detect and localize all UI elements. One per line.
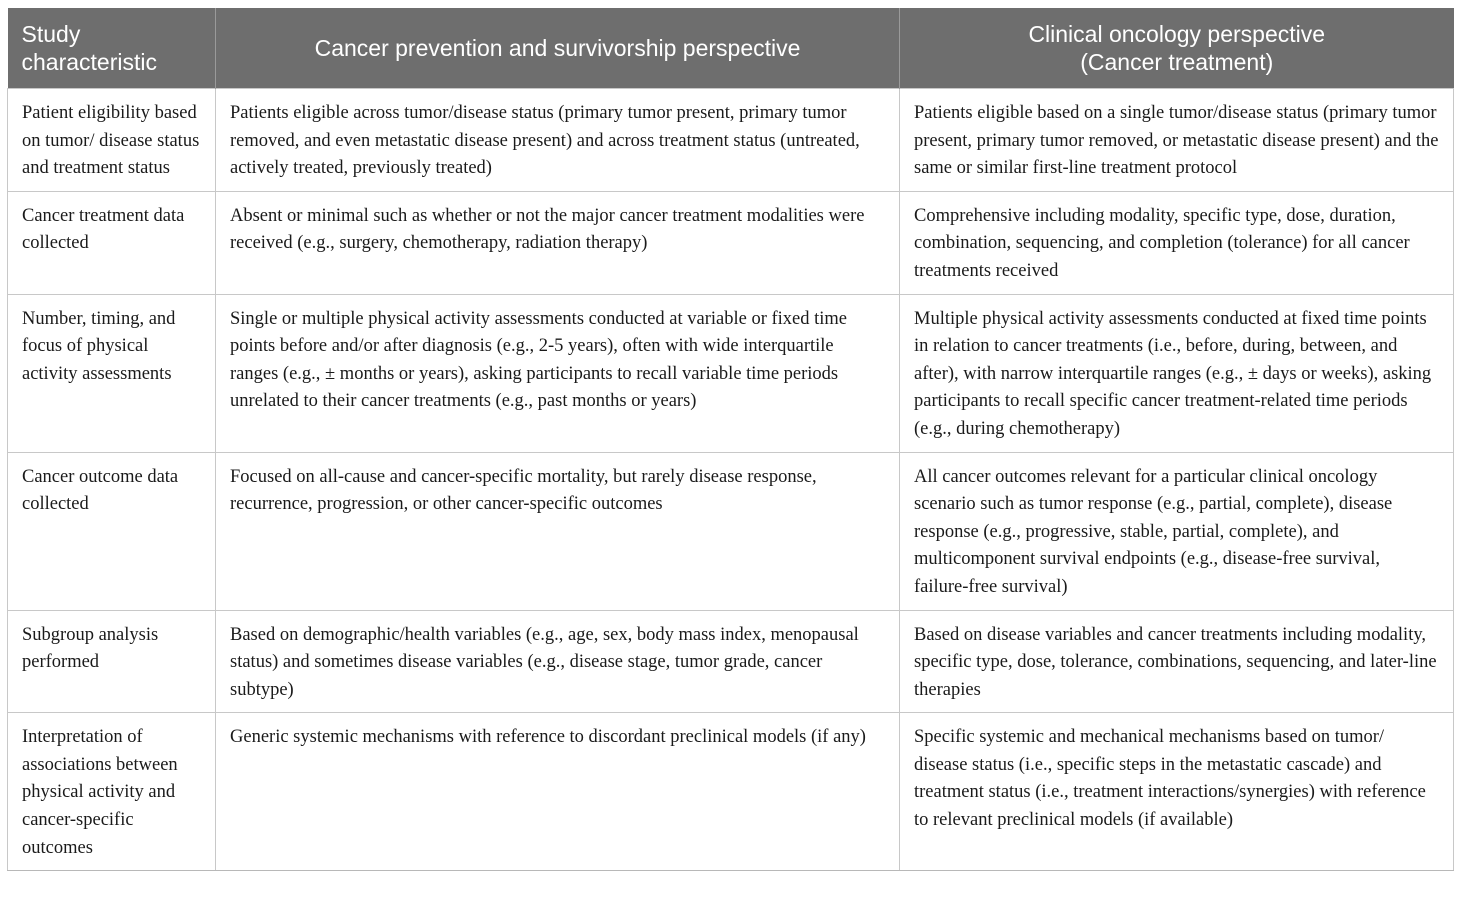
table-row <box>8 610 1454 713</box>
cell-characteristic: Subgroup analysis performed <box>8 610 216 713</box>
cell-clinical: All cancer outcomes relevant for a particular clinical oncology scenario such as tumor response (e.g., partial, complete), disease response (e.g., progressive, stable, partial, complete), and multicomponent survival endpoints (e.g., disease-free survival, failure-free survival) <box>900 452 1454 610</box>
table-row <box>8 89 1454 192</box>
cell-characteristic: Patient eligibility based on tumor/ disease status and treatment status <box>8 89 216 192</box>
header-prevention-perspective <box>216 8 900 89</box>
cell-characteristic: Cancer treatment data collected <box>8 191 216 294</box>
cell-clinical: Multiple physical activity assessments conducted at fixed time points in relation to cancer treatments (i.e., before, during, between, and after), with narrow interquartile ranges (e.g., ± days or weeks), asking participants to recall specific cancer treatment-related time periods (e.g., during chemotherapy) <box>900 294 1454 452</box>
table-row <box>8 452 1454 610</box>
table-row <box>8 191 1454 294</box>
comparison-table <box>7 8 1454 871</box>
header-study-characteristic <box>8 8 216 89</box>
header-col2-line1: Cancer prevention and survivorship perspective <box>314 34 801 61</box>
table-row <box>8 713 1454 871</box>
cell-prevention: Based on demographic/health variables (e.g., age, sex, body mass index, menopausal status) and sometimes disease variables (e.g., disease stage, tumor grade, cancer subtype) <box>216 610 900 713</box>
header-col1-line2: characteristic <box>21 48 157 75</box>
header-col3-line1: Clinical oncology perspective <box>1028 20 1326 47</box>
cell-clinical: Specific systemic and mechanical mechanisms based on tumor/ disease status (i.e., specific steps in the metastatic cascade) and treatment status (i.e., treatment interactions/synergies) with reference to relevant preclinical models (if available) <box>900 713 1454 871</box>
cell-prevention: Absent or minimal such as whether or not the major cancer treatment modalities were received (e.g., surgery, chemotherapy, radiation therapy) <box>216 191 900 294</box>
cell-prevention: Patients eligible across tumor/disease status (primary tumor present, primary tumor removed, and even metastatic disease present) and across treatment status (untreated, actively treated, previously treated) <box>216 89 900 192</box>
header-col1-line1: Study <box>21 20 81 47</box>
cell-clinical: Comprehensive including modality, specific type, dose, duration, combination, sequencing, and completion (tolerance) for all cancer treatments received <box>900 191 1454 294</box>
cell-prevention: Single or multiple physical activity assessments conducted at variable or fixed time points before and/or after diagnosis (e.g., 2-5 years), often with wide interquartile ranges (e.g., ± months or years), asking participants to recall variable time periods unrelated to their cancer treatments (e.g., past months or years) <box>216 294 900 452</box>
table-header <box>8 8 1454 89</box>
cell-characteristic: Cancer outcome data collected <box>8 452 216 610</box>
cell-characteristic: Number, timing, and focus of physical activity assessments <box>8 294 216 452</box>
header-clinical-perspective <box>900 8 1454 89</box>
cell-clinical: Based on disease variables and cancer treatments including modality, specific type, dose, tolerance, combinations, sequencing, and later-line therapies <box>900 610 1454 713</box>
cell-prevention: Focused on all-cause and cancer-specific mortality, but rarely disease response, recurrence, progression, or other cancer-specific outcomes <box>216 452 900 610</box>
header-row <box>8 8 1454 89</box>
table-row <box>8 294 1454 452</box>
cell-characteristic: Interpretation of associations between physical activity and cancer-specific outcomes <box>8 713 216 871</box>
header-col3-line2: (Cancer treatment) <box>1080 48 1274 75</box>
cell-prevention: Generic systemic mechanisms with reference to discordant preclinical models (if any) <box>216 713 900 871</box>
table-body <box>8 89 1454 871</box>
cell-clinical: Patients eligible based on a single tumor/disease status (primary tumor present, primary tumor removed, or metastatic disease present) and the same or similar first-line treatment protocol <box>900 89 1454 192</box>
